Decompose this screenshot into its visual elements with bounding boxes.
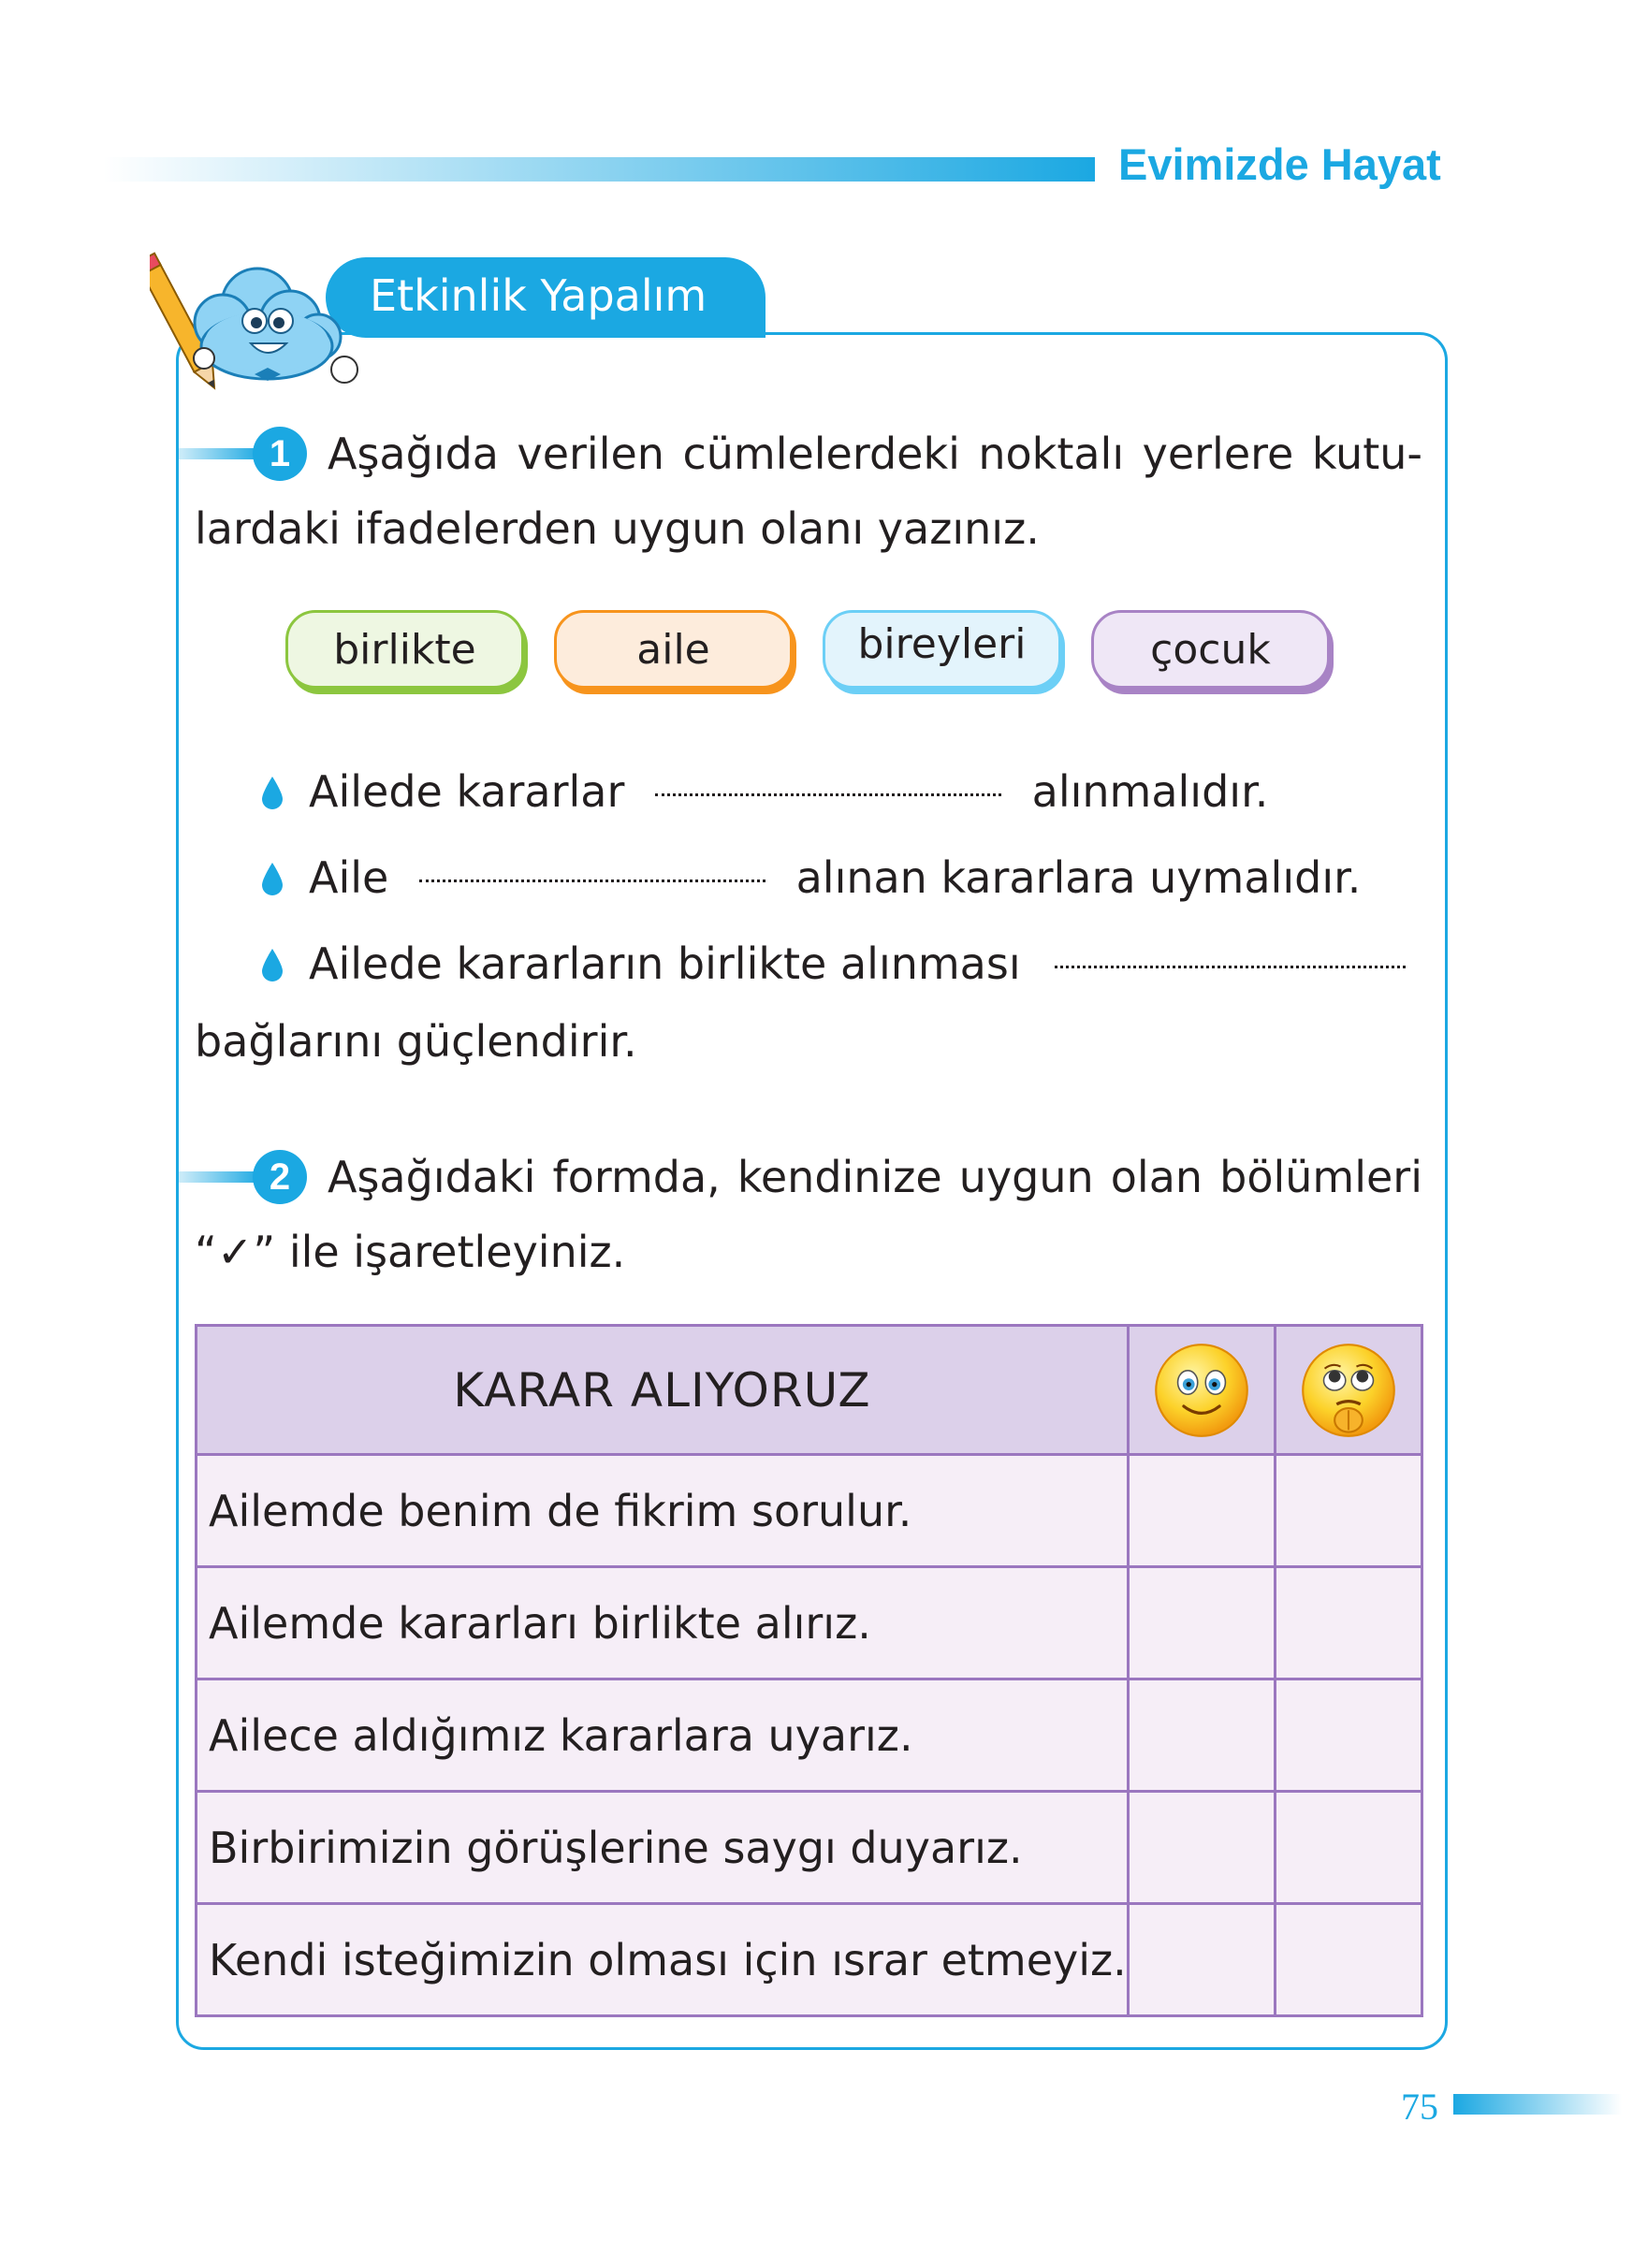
table-row [197,1679,1422,1792]
smiling-face-column-header [1128,1326,1275,1455]
check-cell-smile[interactable] [1128,1455,1275,1567]
cloud-mascot-icon [150,239,370,398]
sentence-1: Ailede kararlar alınmalıdır. [309,766,1269,817]
smiling-face-icon [1152,1341,1251,1440]
fill-blank-3[interactable] [1055,966,1406,968]
check-cell-smile[interactable] [1128,1679,1275,1792]
check-cell-smile[interactable] [1128,1792,1275,1904]
water-drop-bullet-icon [260,776,284,811]
table-row [197,1567,1422,1679]
option-chip-birlikte: birlikte [285,610,524,689]
option-chip-cocuk: çocuk [1091,610,1330,689]
chapter-title: Evimizde Hayat [1118,139,1441,189]
table-row [197,1904,1422,2016]
header-gradient-bar [103,157,1095,182]
check-cell-pleading[interactable] [1275,1792,1422,1904]
option-chip-aile: aile [554,610,793,689]
form-statement: Kendi isteğimizin olması için ısrar etmeyiz. [197,1904,1129,2016]
fill-blank-2[interactable] [419,880,765,882]
option-chip-bireyleri: bireyleri [823,610,1061,689]
form-statement: Ailemde benim de fikrim sorulur. [197,1455,1129,1567]
question-2-instruction-line2: “✓” ile işaretleyiniz. [195,1227,626,1277]
decision-form-table [195,1324,1423,2017]
pleading-face-icon [1299,1341,1398,1440]
question-1-number: 1 [253,427,307,481]
water-drop-bullet-icon [260,862,284,897]
sentence-3-continuation: bağlarını güçlendirir. [195,1016,637,1067]
fill-blank-1[interactable] [655,793,1001,796]
check-cell-smile[interactable] [1128,1567,1275,1679]
form-statement: Birbirimizin görüşlerine saygı duyarız. [197,1792,1129,1904]
check-cell-pleading[interactable] [1275,1455,1422,1567]
question-2-bar [178,1171,262,1183]
activity-title: Etkinlik Yapalım [370,270,707,321]
table-header-row [197,1326,1422,1455]
question-2-number: 2 [253,1150,307,1204]
pleading-face-column-header [1275,1326,1422,1455]
form-statement: Ailece aldığımız kararlara uyarız. [197,1679,1129,1792]
check-cell-pleading[interactable] [1275,1679,1422,1792]
check-cell-pleading[interactable] [1275,1904,1422,2016]
sentence-2: Aile alınan kararlara uymalıdır. [309,852,1362,903]
check-cell-pleading[interactable] [1275,1567,1422,1679]
water-drop-bullet-icon [260,948,284,983]
question-2-instruction-line1: Aşağıdaki formda, kendinize uygun olan bölümleri [328,1152,1422,1202]
page-number: 75 [1401,2086,1438,2128]
question-1-instruction-line1: Aşağıda verilen cümlelerdeki noktalı yerlere kutu- [328,429,1422,479]
table-row [197,1792,1422,1904]
question-1-instruction-line2: lardaki ifadelerden uygun olanı yazınız. [195,503,1040,554]
sentence-3: Ailede kararların birlikte alınması [309,926,1406,1001]
table-row [197,1455,1422,1567]
question-1-bar [178,448,262,459]
footer-gradient-bar [1453,2094,1622,2115]
check-cell-smile[interactable] [1128,1904,1275,2016]
form-heading: KARAR ALIYORUZ [197,1326,1129,1455]
form-statement: Ailemde kararları birlikte alırız. [197,1567,1129,1679]
